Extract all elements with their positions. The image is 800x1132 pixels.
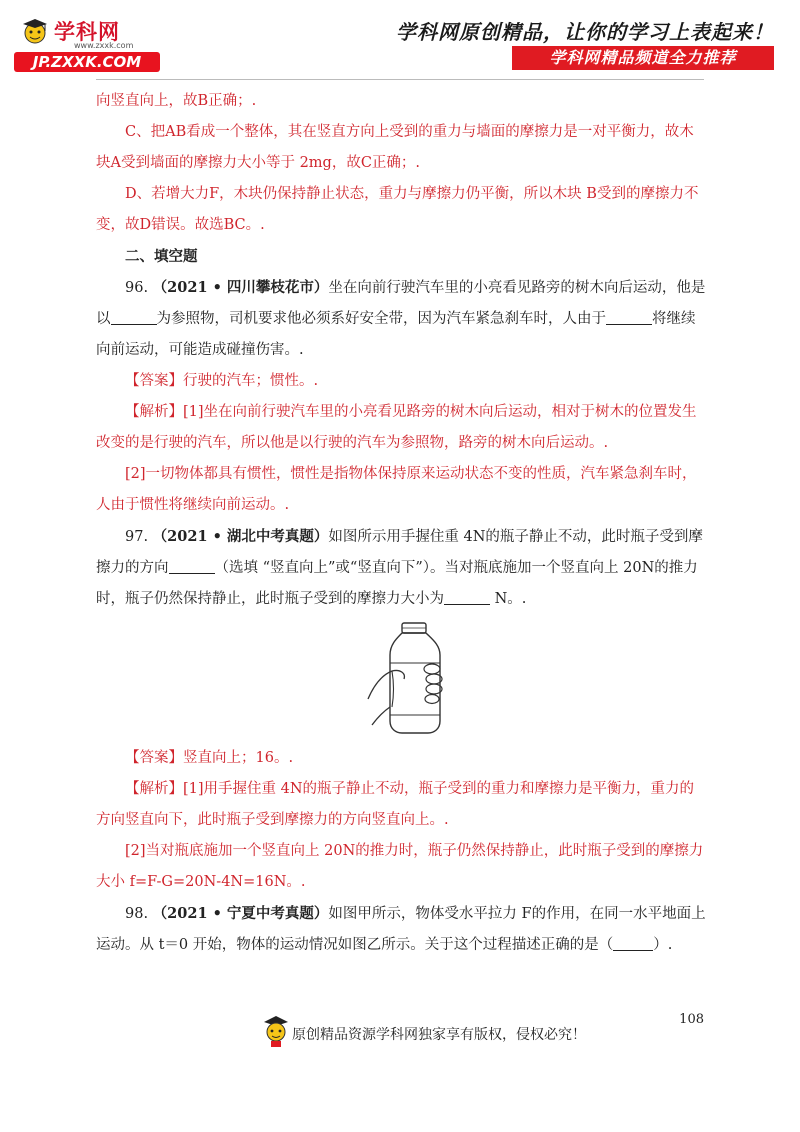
text-line: 向竖直向上，故B正确；. xyxy=(96,93,257,109)
section-title: 二、填空题 xyxy=(125,248,198,265)
question-number: 97. xyxy=(125,529,149,545)
page-number: 108 xyxy=(679,1012,704,1027)
hand-holding-bottle-illustration xyxy=(366,621,466,739)
answer-blank xyxy=(169,559,215,575)
mascot-icon xyxy=(20,16,50,46)
question-97 xyxy=(96,521,706,615)
question-text: 将继续向前运动，可能造成碰撞伤害。. xyxy=(96,311,696,358)
explanation-text: [2]当对瓶底施加一个竖直向上 20N的推力时，瓶子仍然保持静止，此时瓶子受到的摩擦力大小 f=F-G=20N-4N=16N。. xyxy=(96,843,704,890)
answer-blank xyxy=(444,590,490,606)
question-text: （选填 “竖直向上”或“竖直向下”）。当对瓶底施加一个竖直向上 20N的推力时，瓶子仍然保持静止，此时瓶子受到的摩擦力大小为 xyxy=(96,560,698,607)
explanation-text: [1]坐在向前行驶汽车里的小亮看见路旁的树木向后运动，相对于树木的位置发生改变的是行驶的汽车，所以他是以行驶的汽车为参照物，路旁的树木向后运动。. xyxy=(96,404,697,451)
mascot-icon xyxy=(262,1014,290,1048)
zxxk-logo[interactable] xyxy=(14,14,164,74)
question-text: 坐在向前行驶汽车里的小亮看见路旁的树木向后运动，他是以 xyxy=(96,280,706,327)
question-98 xyxy=(96,898,706,961)
answer-blank xyxy=(111,310,157,326)
header-slogan: 学科网原创精品，让你的学习上表起来！ xyxy=(396,20,774,44)
question-text: ）. xyxy=(653,937,673,953)
logo-url-small: www.zxxk.com xyxy=(74,41,134,50)
explanation-text: [1]用手握住重 4N的瓶子静止不动，瓶子受到的重力和摩擦力是平衡力，重力的方向竖直向下，此时瓶子受到摩擦力的方向竖直向上。. xyxy=(96,781,695,828)
answer-tag: 【答案】 xyxy=(125,373,183,389)
text-line: C、把AB看成一个整体，其在竖直方向上受到的重力与墙面的摩擦力是一对平衡力，故木块A受到墙面的摩擦力大小等于 2mg，故C正确；. xyxy=(96,124,694,171)
copyright-notice: 原创精品资源学科网独家享有版权，侵权必究！ xyxy=(292,1027,586,1043)
header-banner: 学科网精品频道全力推荐 xyxy=(512,46,774,70)
question-source: （2021 • 湖北中考真题） xyxy=(152,528,329,545)
bottle-figure xyxy=(96,621,706,739)
logo-domain: JP.ZXXK.COM xyxy=(14,52,160,72)
answer-96 xyxy=(96,366,706,397)
answer-97 xyxy=(96,743,706,774)
explanation-tag: 【解析】 xyxy=(125,404,183,420)
question-number: 98. xyxy=(125,906,149,922)
question-text: 如图甲所示，物体受水平拉力 F的作用，在同一水平地面上运动。从 t＝0 开始，物体的运动情况如图乙所示。关于这个过程描述正确的是（ xyxy=(96,906,706,953)
explanation-text: [2]一切物体都具有惯性，惯性是指物体保持原来运动状态不变的性质，汽车紧急刹车时，人由于惯性将继续向前运动。. xyxy=(96,466,697,513)
question-number: 96. xyxy=(125,280,149,296)
answer-tag: 【答案】 xyxy=(125,750,183,766)
answer-text: 竖直向上；16。. xyxy=(183,750,294,766)
question-source: （2021 • 四川攀枝花市） xyxy=(152,279,329,296)
answer-blank xyxy=(613,936,653,952)
question-source: （2021 • 宁夏中考真题） xyxy=(152,905,329,922)
document-body xyxy=(96,86,706,961)
question-text: 为参照物，司机要求他必须系好安全带，因为汽车紧急刹车时，人由于 xyxy=(156,311,606,327)
question-text: N。. xyxy=(490,591,527,607)
text-line: D、若增大力F，木块仍保持静止状态，重力与摩擦力仍平衡，所以木块 B受到的摩擦力不变，故D错误。故选BC。. xyxy=(96,186,699,233)
answer-text: 行驶的汽车；惯性。. xyxy=(183,373,319,389)
question-96 xyxy=(96,272,706,366)
question-text: 如图所示用手握住重 4N的瓶子静止不动，此时瓶子受到摩擦力的方向 xyxy=(96,529,703,576)
answer-blank xyxy=(606,310,652,326)
page-footer xyxy=(0,1014,800,1050)
header-divider xyxy=(96,79,704,80)
page-header xyxy=(0,0,800,80)
explanation-97 xyxy=(96,774,706,836)
logo-name: 学科网 xyxy=(54,20,120,44)
explanation-96 xyxy=(96,397,706,459)
explanation-tag: 【解析】 xyxy=(125,781,183,797)
